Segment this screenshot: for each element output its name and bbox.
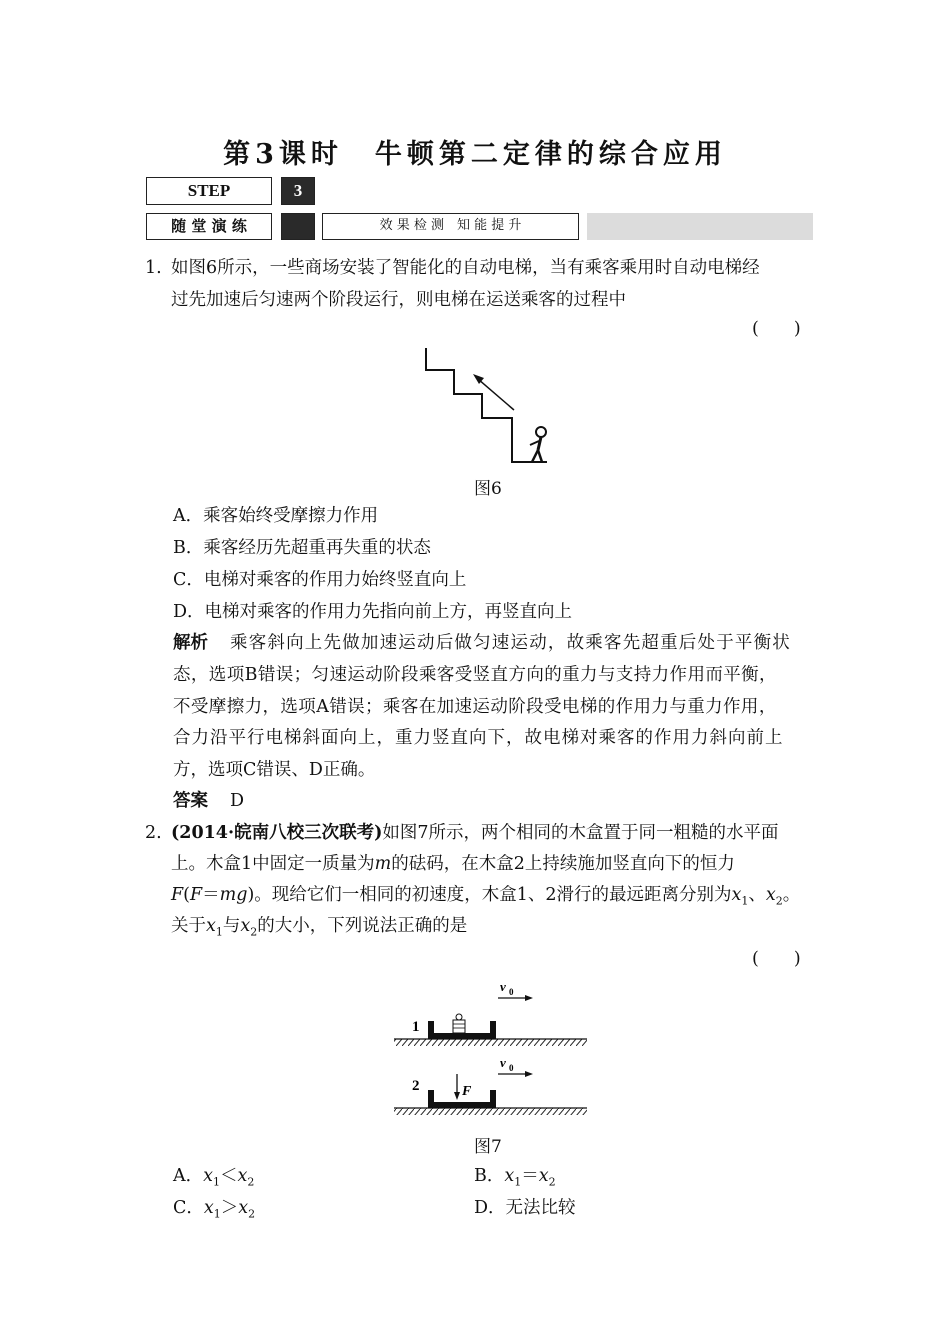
q1-analysis-line2: 态，选项B错误；匀速运动阶段乘客受竖直方向的重力与支持力作用而平衡，	[173, 665, 777, 685]
q1-answer-bracket: ( )	[752, 319, 801, 339]
q1-analysis-line4: 合力沿平行电梯斜面向上，重力竖直向下，故电梯对乘客的作用力斜向前上	[173, 728, 784, 748]
figure-7-caption: 图7	[474, 1137, 502, 1157]
q1-analysis-line5: 方，选项C错误、D正确。	[173, 760, 376, 780]
q2-stem-line4: 关于$x_1$与$x_2$的大小，下列说法正确的是	[171, 916, 468, 939]
step-label: STEP	[187, 181, 231, 200]
q1-stem-line1: 如图6所示，一些商场安装了智能化的自动电梯，当有乘客乘用时自动电梯经	[171, 258, 760, 278]
q1-answer: D	[230, 791, 245, 811]
section-name: 随 堂 演 练	[171, 217, 247, 235]
figure-7-boxes	[390, 976, 595, 1122]
figure-6-caption: 图6	[474, 479, 502, 499]
ground-2-hatch	[394, 1108, 587, 1115]
q1-option-b: B．乘客经历先超重再失重的状态	[173, 538, 431, 558]
q2-number: 2.	[145, 823, 162, 843]
q2-option-c: C．$x_1>x_2$	[173, 1198, 256, 1221]
q1-option-c: C．电梯对乘客的作用力始终竖直向上	[173, 570, 467, 590]
q2-source: (2014·皖南八校三次联考)	[171, 823, 383, 843]
step-number: 3	[293, 181, 303, 200]
svg-text:0: 0	[509, 987, 514, 997]
svg-text:v: v	[500, 1055, 506, 1070]
page-title: 第3课时 牛顿第二定律的综合应用	[223, 139, 727, 170]
ground-1-hatch	[394, 1039, 587, 1046]
q1-stem-line2: 过先加速后匀速两个阶段运行，则电梯在运送乘客的过程中	[171, 290, 626, 310]
q1-analysis-line3: 不受摩擦力，选项A错误；乘客在加速运动阶段受电梯的作用力与重力作用，	[173, 697, 777, 717]
q2-option-a: A．$x_1<x_2$	[173, 1166, 255, 1189]
q1-option-a: A．乘客始终受摩擦力作用	[173, 506, 379, 526]
q2-answer-bracket: ( )	[752, 949, 801, 969]
q2-stem-line3: F(F＝mg)。现给它们一相同的初速度，木盒1、2滑行的最远距离分别为$x_1$、$x_2$。	[171, 885, 801, 908]
q1-analysis-line1: 乘客斜向上先做加速运动后做匀速运动，故乘客先超重后处于平衡状	[230, 633, 791, 653]
q1-analysis-label: 解析	[173, 633, 208, 653]
q2-stem-line2: 上。木盒1中固定一质量为m的砝码，在木盒2上持续施加竖直向下的恒力	[171, 854, 735, 874]
q1-option-d: D．电梯对乘客的作用力先指向前上方，再竖直向上	[173, 602, 573, 622]
q2-option-b: B．$x_1=x_2$	[474, 1166, 556, 1189]
velocity-label-2	[500, 1055, 514, 1073]
weight-mass	[453, 1014, 465, 1033]
box-1-label: 1	[412, 1019, 420, 1035]
q2-stem-line1: (2014·皖南八校三次联考)如图7所示，两个相同的木盒置于同一粗糙的水平面	[171, 823, 779, 843]
box-2-label: 2	[412, 1078, 420, 1094]
force-label: F	[462, 1084, 472, 1099]
q1-answer-label: 答案	[173, 791, 208, 811]
svg-text:v: v	[500, 979, 506, 994]
velocity-label-1	[500, 979, 514, 997]
q1-number: 1.	[145, 258, 162, 278]
q2-option-d: D．无法比较	[474, 1198, 576, 1218]
section-tagline: 效 果 检 测 知 能 提 升	[379, 218, 522, 233]
svg-text:0: 0	[509, 1063, 514, 1073]
